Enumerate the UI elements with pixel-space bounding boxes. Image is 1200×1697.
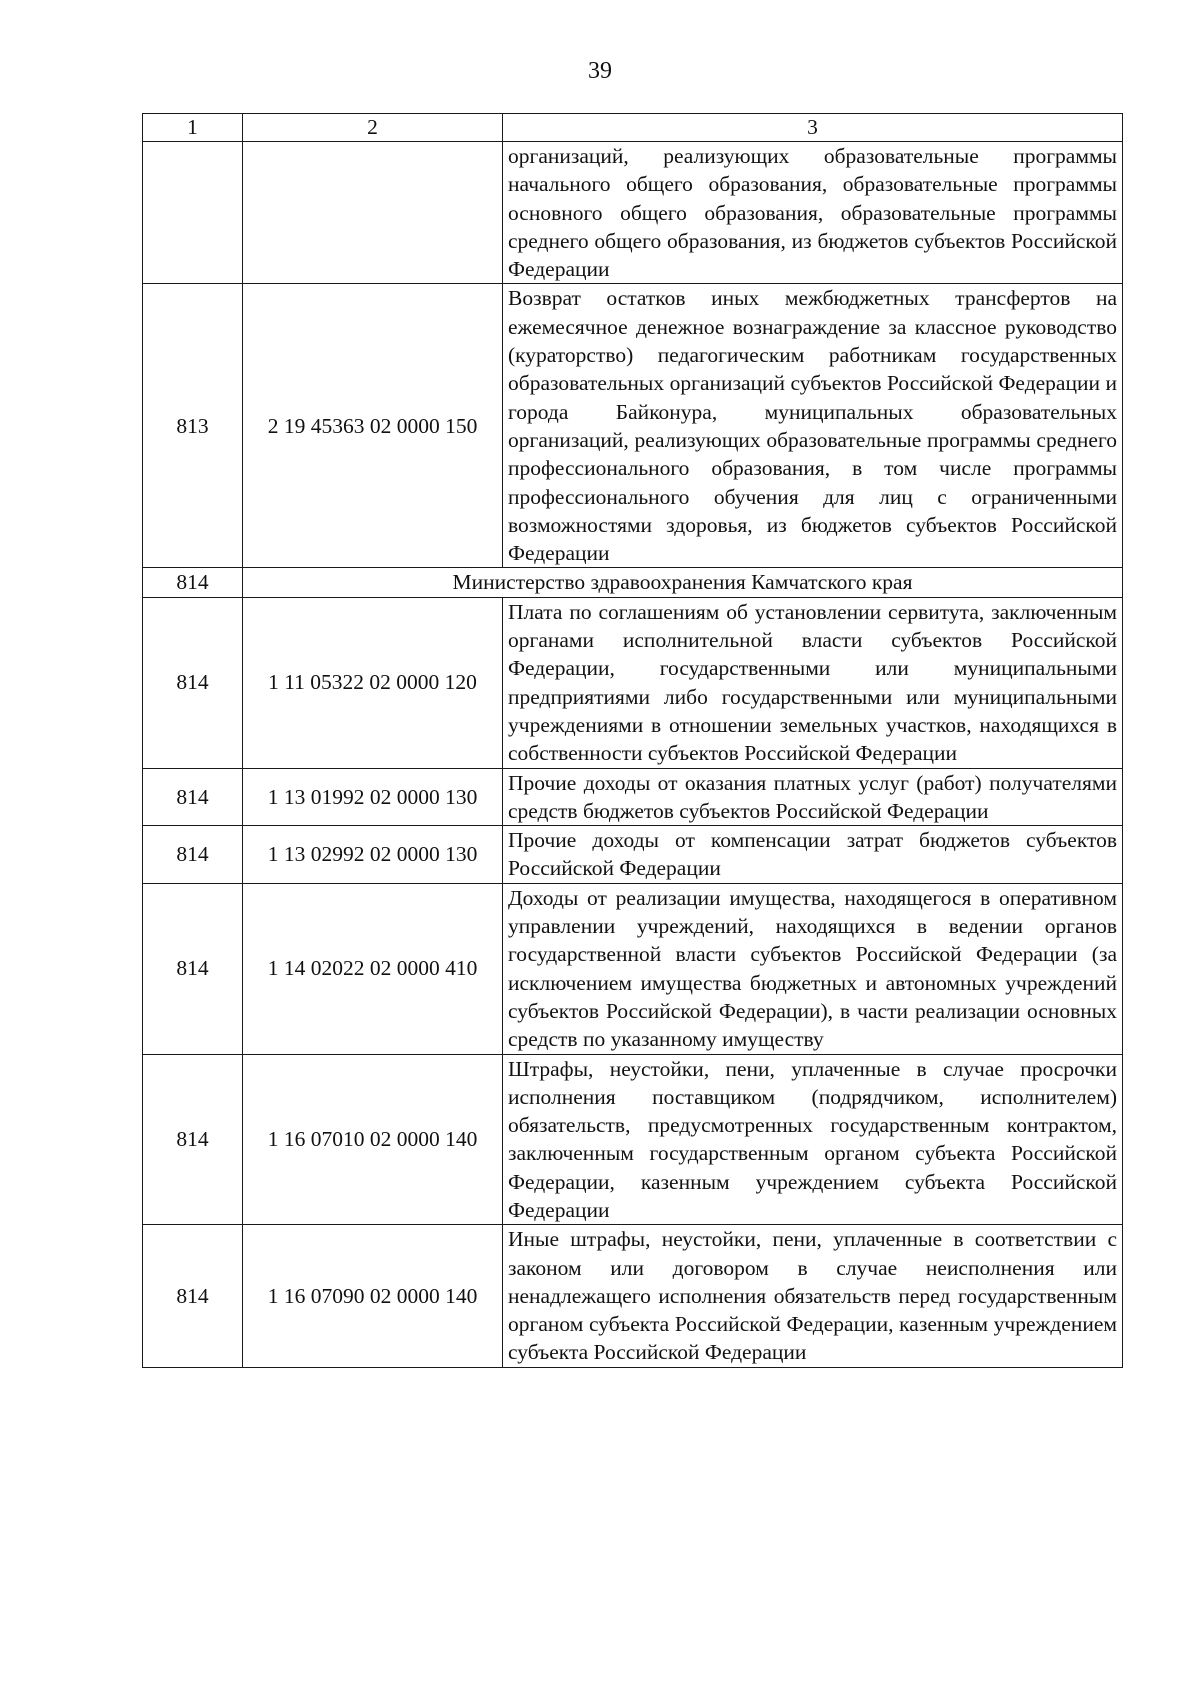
column-number-1: 1 bbox=[143, 114, 243, 142]
administrator-code bbox=[143, 142, 243, 284]
page-number: 39 bbox=[588, 58, 612, 84]
administrator-code: 814 bbox=[143, 1225, 243, 1367]
table-header-row bbox=[143, 114, 1123, 142]
table-row bbox=[143, 1225, 1123, 1367]
administrator-code: 814 bbox=[143, 597, 243, 768]
income-description: Прочие доходы от компенсации затрат бюджетов субъектов Российской Федерации bbox=[503, 826, 1123, 884]
administrator-code: 814 bbox=[143, 768, 243, 826]
column-number-3: 3 bbox=[503, 114, 1123, 142]
table-row bbox=[143, 597, 1123, 768]
administrator-code: 814 bbox=[143, 826, 243, 884]
table-row bbox=[143, 1054, 1123, 1225]
income-codes-table bbox=[142, 113, 1123, 1368]
administrator-code: 814 bbox=[143, 1054, 243, 1225]
section-header-row bbox=[143, 568, 1123, 597]
income-description: Штрафы, неустойки, пени, уплаченные в случае просрочки исполнения поставщиком (подрядчиком, исполнителем) обязательств, предусмотренных государственным контрактом, заключенным государственным органом субъекта Российской Федерации, казенным учреждением субъекта Российской Федерации bbox=[503, 1054, 1123, 1225]
administrator-name: Министерство здравоохранения Камчатского края bbox=[243, 568, 1123, 597]
budget-classification-code: 1 16 07010 02 0000 140 bbox=[243, 1054, 503, 1225]
budget-classification-code bbox=[243, 142, 503, 284]
budget-classification-code: 1 14 02022 02 0000 410 bbox=[243, 883, 503, 1054]
administrator-code: 814 bbox=[143, 568, 243, 597]
table-row bbox=[143, 826, 1123, 884]
administrator-code: 813 bbox=[143, 284, 243, 568]
table-row bbox=[143, 883, 1123, 1054]
administrator-code: 814 bbox=[143, 883, 243, 1054]
income-description: Доходы от реализации имущества, находящегося в оперативном управлении учреждений, находящихся в ведении органов государственной власти субъектов Российской Федерации (за исключением имущества бюджетных и автономных учреждений субъектов Российской Федерации), в части реализации основных средств по указанному имуществу bbox=[503, 883, 1123, 1054]
table-header bbox=[143, 114, 1123, 142]
income-description: Возврат остатков иных межбюджетных трансфертов на ежемесячное денежное вознаграждение за классное руководство (кураторство) педагогическим работникам государственных образовательных организаций субъектов Российской Федерации и города Байконура, муниципальных образовательных организаций, реализующих образовательные программы среднего профессионального образования, в том числе программы профессионального обучения для лиц с ограниченными возможностями здоровья, из бюджетов субъектов Российской Федерации bbox=[503, 284, 1123, 568]
income-description: Иные штрафы, неустойки, пени, уплаченные в соответствии с законом или договором в случае неисполнения или ненадлежащего исполнения обязательств перед государственным органом субъекта Российской Федерации, казенным учреждением субъекта Российской Федерации bbox=[503, 1225, 1123, 1367]
table-row bbox=[143, 284, 1123, 568]
budget-classification-code: 2 19 45363 02 0000 150 bbox=[243, 284, 503, 568]
budget-classification-code: 1 16 07090 02 0000 140 bbox=[243, 1225, 503, 1367]
budget-classification-code: 1 11 05322 02 0000 120 bbox=[243, 597, 503, 768]
column-number-2: 2 bbox=[243, 114, 503, 142]
table-row bbox=[143, 768, 1123, 826]
income-description: Плата по соглашениям об установлении сервитута, заключенным органами исполнительной власти субъектов Российской Федерации, государственными или муниципальными предприятиями либо государственными или муниципальными учреждениями в отношении земельных участков, находящихся в собственности субъектов Российской Федерации bbox=[503, 597, 1123, 768]
income-description: организаций, реализующих образовательные программы начального общего образования, образовательные программы основного общего образования, образовательные программы среднего общего образования, из бюджетов субъектов Российской Федерации bbox=[503, 142, 1123, 284]
table-body bbox=[143, 142, 1123, 1368]
table-row bbox=[143, 142, 1123, 284]
income-description: Прочие доходы от оказания платных услуг (работ) получателями средств бюджетов субъектов Российской Федерации bbox=[503, 768, 1123, 826]
budget-classification-code: 1 13 01992 02 0000 130 bbox=[243, 768, 503, 826]
budget-classification-code: 1 13 02992 02 0000 130 bbox=[243, 826, 503, 884]
